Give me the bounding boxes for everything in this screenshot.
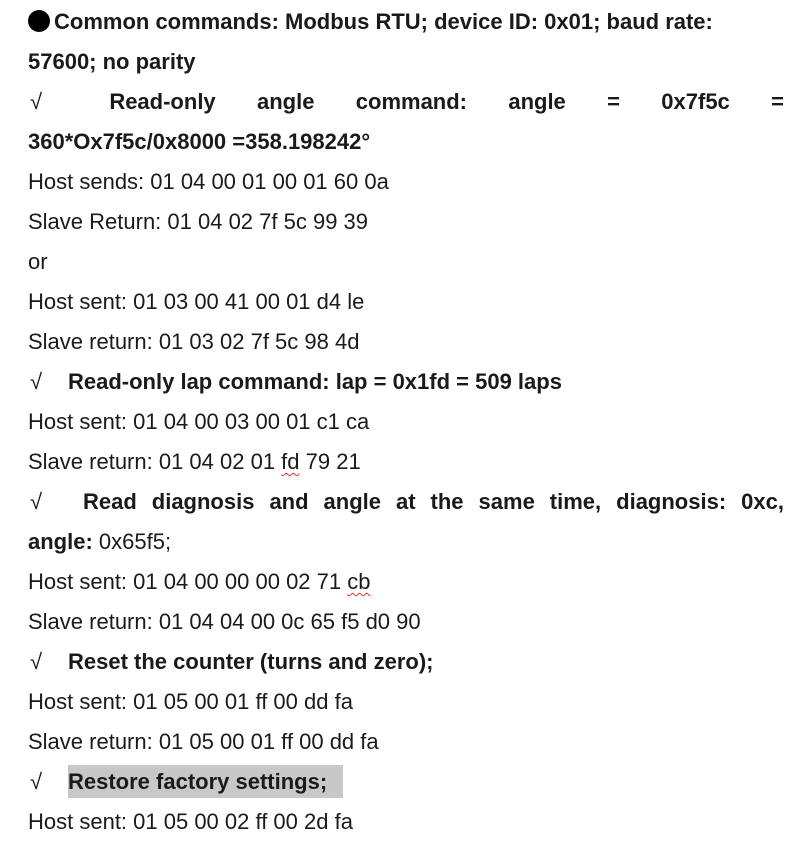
angle-host-sends: Host sends: 01 04 00 01 00 01 60 0a <box>28 169 389 194</box>
diagnosis-title-line-1 <box>28 482 784 522</box>
restore-title <box>28 762 784 802</box>
angle-title-line-2: 360*Ox7f5c/0x8000 =358.198242° <box>28 129 371 154</box>
lap-slave-return-suffix: 79 21 <box>299 449 361 474</box>
diagnosis-title-word: 0xc, <box>741 489 784 514</box>
diagnosis-host-sent-prefix: Host sent: 01 04 00 00 00 02 71 <box>28 569 348 594</box>
restore-host-sent: Host sent: 01 05 00 02 ff 00 2d fa <box>28 809 353 834</box>
diagnosis-title-word: time, <box>549 489 602 514</box>
diagnosis-title-word: at <box>396 489 416 514</box>
angle-host-sent-alt: Host sent: 01 03 00 41 00 01 d4 le <box>28 289 365 314</box>
angle-title-word: command: <box>355 89 468 114</box>
diagnosis-title-word: same <box>478 489 535 514</box>
lap-title <box>28 362 784 402</box>
diagnosis-title-word: and <box>269 489 309 514</box>
angle-title-word: angle <box>508 89 566 114</box>
reset-title <box>28 642 784 682</box>
diagnosis-host-sent <box>28 562 784 602</box>
spellcheck-word: fd <box>281 449 300 474</box>
check-icon: √ <box>30 769 43 794</box>
diagnosis-slave-return: Slave return: 01 04 04 00 0c 65 f5 d0 90 <box>28 609 421 634</box>
angle-value: 0x65f5; <box>92 529 172 554</box>
angle-slave-return: Slave Return: 01 04 02 7f 5c 99 39 <box>28 209 369 234</box>
angle-slave-return-alt: Slave return: 01 03 02 7f 5c 98 4d <box>28 329 360 354</box>
bullet-icon <box>28 10 50 32</box>
reset-title-text: Reset the counter (turns and zero); <box>68 649 434 674</box>
document-body <box>28 2 784 842</box>
reset-host-sent: Host sent: 01 05 00 01 ff 00 dd fa <box>28 689 353 714</box>
angle-title-word: 0x7f5c <box>661 89 730 114</box>
diagnosis-title-word: diagnosis: <box>616 489 727 514</box>
lap-title-text: Read-only lap command: lap = 0x1fd = 509 laps <box>68 369 562 394</box>
check-icon: √ <box>30 369 43 394</box>
angle-title-word: = <box>607 89 620 114</box>
angle-label: angle: <box>28 529 93 554</box>
heading-line-1 <box>28 2 784 42</box>
spellcheck-word: cb <box>347 569 371 594</box>
angle-title-word: Read-only <box>109 89 216 114</box>
angle-title-line-1 <box>28 82 784 122</box>
angle-title-word: angle <box>256 89 315 114</box>
check-icon: √ <box>30 489 43 514</box>
restore-title-text: Restore factory settings; <box>68 765 343 798</box>
heading-line-2: 57600; no parity <box>28 49 196 74</box>
lap-slave-return-prefix: Slave return: 01 04 02 01 <box>28 449 282 474</box>
diagnosis-title-word: diagnosis <box>151 489 255 514</box>
diagnosis-title-word: angle <box>323 489 382 514</box>
diagnosis-title-word: Read <box>82 489 137 514</box>
heading-text: Common commands: Modbus RTU; device ID: 0x01; baud rate: <box>54 9 713 34</box>
reset-slave-return: Slave return: 01 05 00 01 ff 00 dd fa <box>28 729 379 754</box>
or-text: or <box>28 249 48 274</box>
angle-title-word: = <box>771 89 784 114</box>
check-icon: √ <box>30 649 43 674</box>
lap-host-sent: Host sent: 01 04 00 03 00 01 c1 ca <box>28 409 370 434</box>
lap-slave-return <box>28 442 784 482</box>
diagnosis-title-word: the <box>430 489 464 514</box>
check-icon: √ <box>30 89 43 114</box>
diagnosis-title-line-2 <box>28 522 784 562</box>
